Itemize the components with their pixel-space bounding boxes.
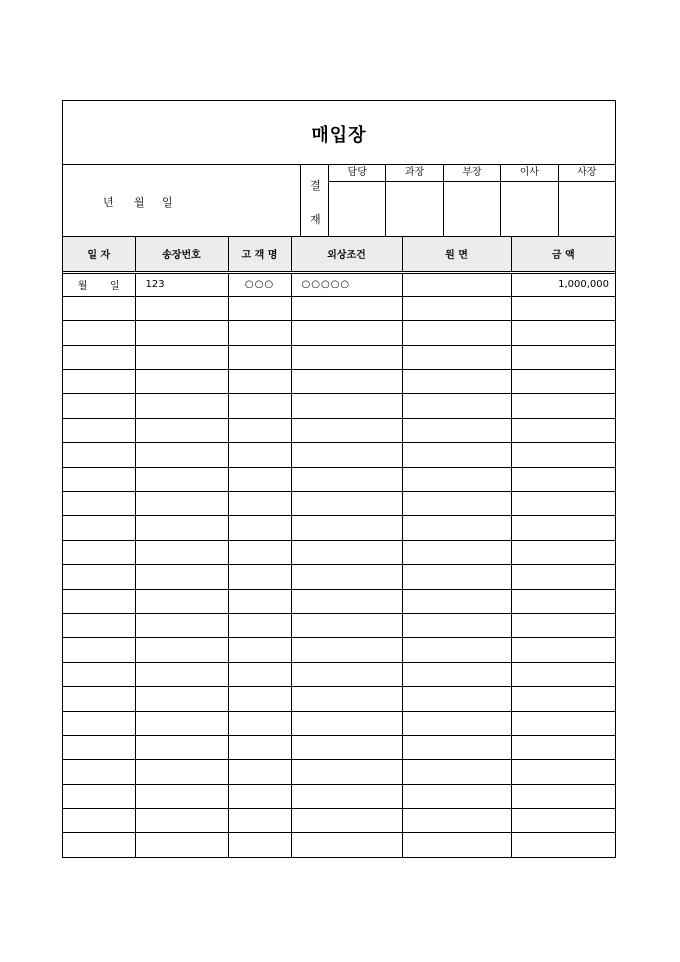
cell-invoice[interactable] (135, 589, 228, 613)
cell-customer[interactable] (228, 613, 291, 637)
table-row (63, 516, 615, 540)
cell-invoice[interactable]: 123 (135, 272, 228, 296)
cell-page[interactable] (402, 370, 511, 394)
cell-customer[interactable] (228, 516, 291, 540)
cell-amount[interactable] (511, 760, 615, 784)
sign-role-label: 이사 (501, 165, 557, 182)
cell-invoice[interactable] (135, 784, 228, 808)
sign-column-president (559, 165, 615, 236)
cell-terms[interactable] (291, 321, 402, 345)
cell-amount[interactable] (511, 589, 615, 613)
cell-customer[interactable] (228, 394, 291, 418)
cell-customer[interactable] (228, 662, 291, 686)
sign-column-general-manager (444, 165, 501, 236)
cell-invoice[interactable] (135, 443, 228, 467)
cell-page[interactable] (402, 589, 511, 613)
cell-invoice[interactable] (135, 809, 228, 833)
col-header-customer: 고 객 명 (228, 237, 291, 272)
cell-invoice[interactable] (135, 418, 228, 442)
cell-date[interactable] (63, 565, 135, 589)
cell-date[interactable] (63, 394, 135, 418)
table-row (63, 394, 615, 418)
cell-customer[interactable] (228, 345, 291, 369)
cell-date[interactable] (63, 443, 135, 467)
cell-customer[interactable] (228, 833, 291, 857)
day-label: 일 (162, 196, 173, 209)
cell-terms[interactable] (291, 296, 402, 320)
cell-terms[interactable] (291, 345, 402, 369)
cell-page[interactable] (402, 321, 511, 345)
cell-terms[interactable] (291, 613, 402, 637)
cell-date[interactable] (63, 418, 135, 442)
cell-amount[interactable] (511, 394, 615, 418)
table-row (63, 296, 615, 320)
cell-invoice[interactable] (135, 613, 228, 637)
cell-amount[interactable] (511, 516, 615, 540)
cell-customer[interactable] (228, 321, 291, 345)
ledger-table (63, 237, 615, 857)
cell-terms[interactable] (291, 711, 402, 735)
table-header-row (63, 237, 615, 272)
cell-terms[interactable] (291, 443, 402, 467)
cell-amount[interactable] (511, 784, 615, 808)
cell-amount[interactable] (511, 565, 615, 589)
cell-terms[interactable] (291, 784, 402, 808)
cell-amount[interactable] (511, 345, 615, 369)
cell-amount[interactable] (511, 370, 615, 394)
table-row (63, 492, 615, 516)
cell-customer[interactable] (228, 687, 291, 711)
cell-terms[interactable] (291, 735, 402, 759)
cell-customer[interactable] (228, 565, 291, 589)
cell-terms[interactable] (291, 516, 402, 540)
cell-date[interactable] (63, 321, 135, 345)
cell-terms[interactable] (291, 370, 402, 394)
cell-page[interactable] (402, 809, 511, 833)
cell-page[interactable] (402, 687, 511, 711)
cell-terms[interactable] (291, 760, 402, 784)
cell-customer[interactable] (228, 735, 291, 759)
cell-terms[interactable] (291, 492, 402, 516)
table-row (63, 687, 615, 711)
table-row (63, 833, 615, 857)
cell-page[interactable] (402, 784, 511, 808)
cell-terms[interactable] (291, 833, 402, 857)
table-row (63, 589, 615, 613)
cell-date[interactable] (63, 467, 135, 491)
cell-page[interactable] (402, 467, 511, 491)
table-row (63, 418, 615, 442)
cell-page[interactable] (402, 394, 511, 418)
cell-terms[interactable] (291, 394, 402, 418)
cell-date[interactable] (63, 613, 135, 637)
cell-customer[interactable] (228, 418, 291, 442)
table-row (63, 662, 615, 686)
approval-label-top: 결 (310, 179, 321, 192)
cell-customer[interactable] (228, 760, 291, 784)
title-row (63, 101, 615, 165)
info-row (63, 165, 615, 237)
sign-column-manager (386, 165, 443, 236)
cell-page[interactable] (402, 638, 511, 662)
col-header-page: 원 면 (402, 237, 511, 272)
page-title: 매입장 (311, 124, 367, 146)
cell-date[interactable] (63, 833, 135, 857)
cell-customer[interactable] (228, 443, 291, 467)
sign-box[interactable] (559, 182, 615, 236)
cell-page[interactable] (402, 443, 511, 467)
year-label: 년 (103, 196, 114, 209)
cell-invoice[interactable] (135, 833, 228, 857)
cell-amount[interactable] (511, 296, 615, 320)
approval-label-bottom: 재 (310, 213, 321, 226)
cell-customer[interactable] (228, 784, 291, 808)
table-row (63, 760, 615, 784)
approval-sign-columns (329, 165, 615, 236)
cell-invoice[interactable] (135, 321, 228, 345)
table-row (63, 467, 615, 491)
cell-amount[interactable] (511, 613, 615, 637)
cell-terms[interactable] (291, 638, 402, 662)
cell-terms[interactable] (291, 662, 402, 686)
cell-amount[interactable] (511, 662, 615, 686)
cell-terms[interactable]: ○○○○○ (291, 272, 402, 296)
col-header-date: 일 자 (63, 237, 135, 272)
cell-date[interactable] (63, 638, 135, 662)
table-row (63, 711, 615, 735)
cell-invoice[interactable] (135, 687, 228, 711)
cell-invoice[interactable] (135, 638, 228, 662)
cell-invoice[interactable] (135, 540, 228, 564)
cell-date[interactable] (63, 784, 135, 808)
month-label: 월 (134, 196, 145, 209)
table-row (63, 540, 615, 564)
table-row (63, 784, 615, 808)
table-row (63, 613, 615, 637)
table-row (63, 443, 615, 467)
cell-amount[interactable] (511, 321, 615, 345)
cell-customer[interactable] (228, 540, 291, 564)
col-header-invoice-no: 송장번호 (135, 237, 228, 272)
sign-role-label: 과장 (386, 165, 442, 182)
cell-customer[interactable] (228, 589, 291, 613)
cell-amount[interactable] (511, 467, 615, 491)
table-row (63, 272, 615, 296)
cell-date[interactable] (63, 589, 135, 613)
sign-role-label: 사장 (559, 165, 615, 182)
cell-invoice[interactable] (135, 711, 228, 735)
cell-customer[interactable] (228, 467, 291, 491)
table-row (63, 735, 615, 759)
cell-page[interactable] (402, 540, 511, 564)
cell-customer[interactable] (228, 492, 291, 516)
cell-page[interactable] (402, 735, 511, 759)
cell-date[interactable] (63, 272, 135, 296)
cell-date-month: 월 (77, 281, 88, 293)
cell-invoice[interactable] (135, 565, 228, 589)
table-row (63, 809, 615, 833)
cell-invoice[interactable] (135, 516, 228, 540)
cell-date[interactable] (63, 760, 135, 784)
cell-terms[interactable] (291, 540, 402, 564)
cell-invoice[interactable] (135, 394, 228, 418)
table-row (63, 638, 615, 662)
cell-amount[interactable] (511, 638, 615, 662)
cell-amount[interactable]: 1,000,000 (511, 272, 615, 296)
cell-date[interactable] (63, 516, 135, 540)
cell-page[interactable] (402, 418, 511, 442)
cell-customer[interactable] (228, 296, 291, 320)
cell-amount[interactable] (511, 711, 615, 735)
sign-box[interactable] (444, 182, 500, 236)
sign-role-label: 부장 (444, 165, 500, 182)
cell-date[interactable] (63, 735, 135, 759)
cell-invoice[interactable] (135, 492, 228, 516)
cell-page[interactable] (402, 613, 511, 637)
cell-terms[interactable] (291, 565, 402, 589)
cell-invoice[interactable] (135, 735, 228, 759)
col-header-credit-terms: 외상조건 (291, 237, 402, 272)
col-header-amount: 금 액 (511, 237, 615, 272)
cell-invoice[interactable] (135, 370, 228, 394)
cell-terms[interactable] (291, 809, 402, 833)
cell-customer[interactable] (228, 370, 291, 394)
cell-invoice[interactable] (135, 662, 228, 686)
cell-amount[interactable] (511, 443, 615, 467)
cell-terms[interactable] (291, 687, 402, 711)
sign-role-label: 담당 (329, 165, 385, 182)
cell-date-day: 일 (109, 281, 120, 293)
cell-terms[interactable] (291, 589, 402, 613)
sign-column-staff (329, 165, 386, 236)
cell-date[interactable] (63, 662, 135, 686)
sign-box[interactable] (329, 182, 385, 236)
cell-date[interactable] (63, 540, 135, 564)
cell-amount[interactable] (511, 687, 615, 711)
cell-page[interactable] (402, 516, 511, 540)
cell-customer[interactable]: ○○○ (228, 272, 291, 296)
table-row (63, 345, 615, 369)
cell-amount[interactable] (511, 809, 615, 833)
cell-amount[interactable] (511, 735, 615, 759)
cell-terms[interactable] (291, 418, 402, 442)
cell-invoice[interactable] (135, 345, 228, 369)
cell-invoice[interactable] (135, 467, 228, 491)
cell-page[interactable] (402, 345, 511, 369)
cell-date[interactable] (63, 296, 135, 320)
cell-page[interactable] (402, 760, 511, 784)
table-row (63, 321, 615, 345)
cell-invoice[interactable] (135, 760, 228, 784)
cell-page[interactable] (402, 833, 511, 857)
sign-column-director (501, 165, 558, 236)
cell-customer[interactable] (228, 638, 291, 662)
cell-date[interactable] (63, 492, 135, 516)
cell-date[interactable] (63, 711, 135, 735)
purchase-ledger-sheet (62, 100, 616, 858)
cell-page[interactable] (402, 711, 511, 735)
sign-box[interactable] (386, 182, 442, 236)
cell-date[interactable] (63, 687, 135, 711)
cell-invoice[interactable] (135, 296, 228, 320)
cell-amount[interactable] (511, 540, 615, 564)
date-field[interactable] (63, 165, 301, 236)
cell-page[interactable] (402, 662, 511, 686)
cell-date[interactable] (63, 370, 135, 394)
table-row (63, 370, 615, 394)
cell-amount[interactable] (511, 492, 615, 516)
cell-date[interactable] (63, 345, 135, 369)
cell-amount[interactable] (511, 418, 615, 442)
cell-customer[interactable] (228, 711, 291, 735)
cell-page[interactable] (402, 296, 511, 320)
cell-page[interactable] (402, 565, 511, 589)
cell-date[interactable] (63, 809, 135, 833)
cell-terms[interactable] (291, 467, 402, 491)
approval-label-cell (301, 165, 329, 236)
cell-page[interactable] (402, 492, 511, 516)
sign-box[interactable] (501, 182, 557, 236)
cell-amount[interactable] (511, 833, 615, 857)
table-row (63, 565, 615, 589)
cell-page[interactable] (402, 272, 511, 296)
cell-customer[interactable] (228, 809, 291, 833)
